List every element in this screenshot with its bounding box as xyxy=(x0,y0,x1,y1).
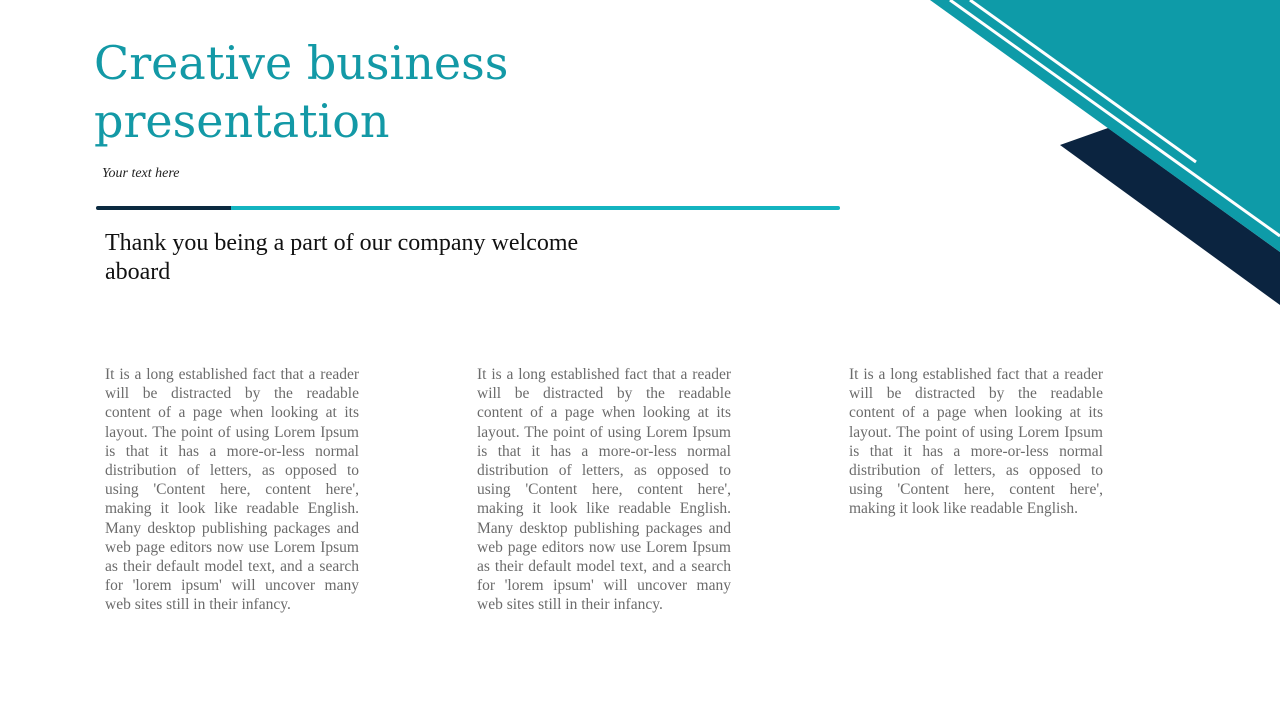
text-column-2: It is a long established fact that a reader will be distracted by the readable content of a page when looking at its layout. The point of using Lorem Ipsum is that it has a more-or-less normal distribution of letters, as opposed to using 'Content here, content here', making it look like readable English. Many desktop publishing packages and web page editors now use Lorem Ipsum as their default model text, and a search for 'lorem ipsum' will uncover many web sites still in their infancy. xyxy=(477,366,731,614)
section-heading: Thank you being a part of our company welcome aboard xyxy=(105,230,579,285)
subtitle: Your text here xyxy=(102,166,180,181)
divider-bar xyxy=(96,206,840,210)
teal-corner-shape xyxy=(930,0,1280,252)
page-title: Creative business presentation xyxy=(94,36,509,148)
text-column-3: It is a long established fact that a reader will be distracted by the readable content of a page when looking at its layout. The point of using Lorem Ipsum is that it has a more-or-less normal distribution of letters, as opposed to using 'Content here, content here', making it look like readable English. xyxy=(849,366,1103,518)
text-column-1: It is a long established fact that a reader will be distracted by the readable content of a page when looking at its layout. The point of using Lorem Ipsum is that it has a more-or-less normal distribution of letters, as opposed to using 'Content here, content here', making it look like readable English. Many desktop publishing packages and web page editors now use Lorem Ipsum as their default model text, and a search for 'lorem ipsum' will uncover many web sites still in their infancy. xyxy=(105,366,359,614)
